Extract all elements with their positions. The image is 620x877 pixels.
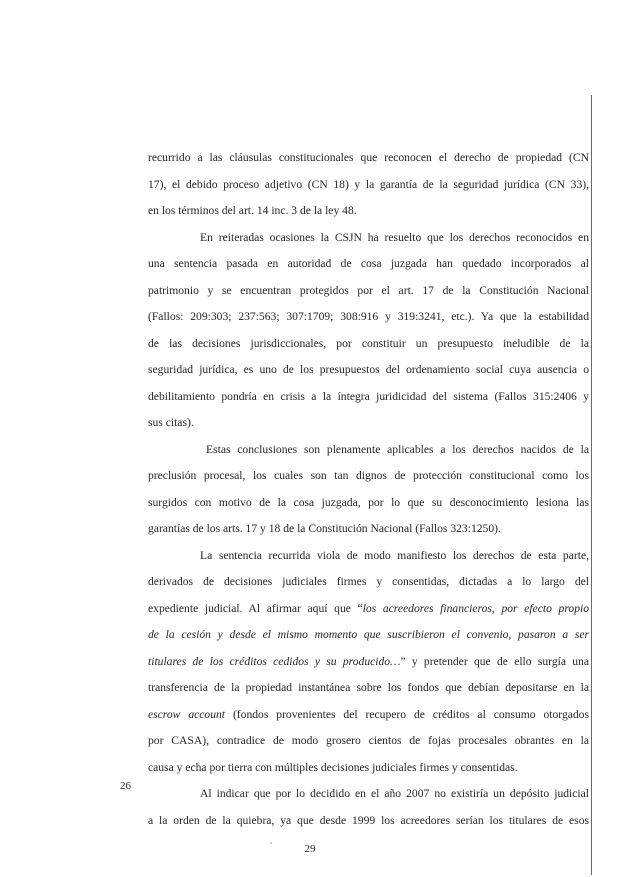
- text-segment: de las decisiones jurisdiccionales, por constituir un presupuesto ineludible de la: [148, 336, 589, 350]
- text-line: [148, 569, 589, 596]
- text-line: [148, 410, 589, 437]
- text-segment: causa y echa por tierra con múltiples decisiones judiciales firmes y consentidas.: [148, 760, 518, 774]
- text-line: [148, 384, 589, 411]
- text-segment: sus citas).: [148, 416, 194, 429]
- text-line: [148, 596, 589, 623]
- text-line: [148, 304, 589, 331]
- text-line: [148, 437, 589, 464]
- text-line: [148, 225, 589, 252]
- text-segment: Estas conclusiones son plenamente aplicables a los derechos nacidos de la: [206, 442, 589, 456]
- text-segment: Al indicar que por lo decidido en el año 2007 no existiría un depósito judicial: [200, 787, 589, 800]
- body-text: [148, 145, 589, 834]
- text-segment: 17), el debido proceso adjetivo (CN 18) y la garantía de la seguridad jurídica (CN 33),: [148, 177, 589, 191]
- line-number: 26: [120, 780, 131, 792]
- text-line: [148, 543, 589, 570]
- text-line: [148, 728, 589, 755]
- text-line: [148, 781, 589, 808]
- text-segment: en los términos del art. 14 inc. 3 de la ley 48.: [148, 204, 357, 217]
- page-number: 29: [304, 843, 316, 855]
- text-segment: surgidos con motivo de la cosa juzgada, por lo que su desconocimiento lesiona las: [148, 495, 589, 509]
- text-segment: una sentencia pasada en autoridad de cosa juzgada han quedado incorporados al: [148, 257, 589, 270]
- text-segment: debilitamiento pondría en crisis a la íntegra juridicidad del sistema (Fallos 315:2406 y: [148, 389, 589, 403]
- text-line: [148, 808, 589, 835]
- text-segment: garantías de los arts. 17 y 18 de la Constitución Nacional (Fallos 323:1250).: [148, 522, 501, 535]
- text-line: [148, 702, 589, 729]
- text-segment: ” y pretender que de ello surgía una: [400, 654, 589, 668]
- text-line: [148, 251, 589, 278]
- text-line: [148, 278, 589, 305]
- text-segment: En reiteradas ocasiones la CSJN ha resuelto que los derechos reconocidos en: [200, 230, 589, 244]
- text-segment: expediente judicial. Al afirmar aquí que “: [148, 601, 363, 615]
- italic-segment: escrow account: [148, 707, 226, 721]
- text-segment: patrimonio y se encuentran protegidos por el art. 17 de la Constitución Nacional: [148, 283, 589, 297]
- text-line: [148, 357, 589, 384]
- italic-segment: titulares de los créditos cedidos y su producido…: [148, 654, 401, 668]
- text-segment: por CASA), contradice de modo grosero cientos de fojas procesales obrantes en la: [148, 734, 589, 747]
- right-margin-rule: [591, 95, 592, 875]
- text-segment: (Fallos: 209:303; 237:563; 307:1709; 308:916 y 319:3241, etc.). Ya que la estabilidad: [148, 310, 589, 323]
- text-line: [148, 622, 589, 649]
- italic-segment: de la cesión y desde el mismo momento que suscribieron el convenio, pasaron a ser: [148, 628, 589, 641]
- text-line: [148, 198, 589, 225]
- text-line: [148, 172, 589, 199]
- text-segment: (fondos provenientes del recupero de créditos al consumo otorgados: [225, 707, 589, 721]
- text-line: [148, 649, 589, 676]
- text-line: [148, 490, 589, 517]
- italic-segment: los acreedores financieros, por efecto propio: [362, 601, 589, 615]
- text-segment: transferencia de la propiedad instantánea sobre los fondos que debían depositarse en la: [148, 681, 589, 694]
- text-segment: recurrido a las cláusulas constitucionales que reconocen el derecho de propiedad (CN: [148, 151, 589, 164]
- text-segment: derivados de decisiones judiciales firmes y consentidas, dictadas a lo largo del: [148, 575, 589, 588]
- text-segment: La sentencia recurrida viola de modo manifiesto los derechos de esta parte,: [200, 548, 589, 562]
- text-segment: seguridad jurídica, es uno de los presupuestos del ordenamiento social cuya ausencia o: [148, 363, 589, 376]
- text-line: [148, 463, 589, 490]
- text-line: [148, 516, 589, 543]
- text-line: [148, 755, 589, 782]
- text-line: [148, 145, 589, 172]
- text-line: [148, 331, 589, 358]
- text-segment: a la orden de la quiebra, ya que desde 1999 los acreedores serían los titulares de esos: [148, 813, 589, 827]
- text-line: [148, 675, 589, 702]
- text-segment: preclusión procesal, los cuales son tan dignos de protección constitucional como los: [148, 469, 589, 482]
